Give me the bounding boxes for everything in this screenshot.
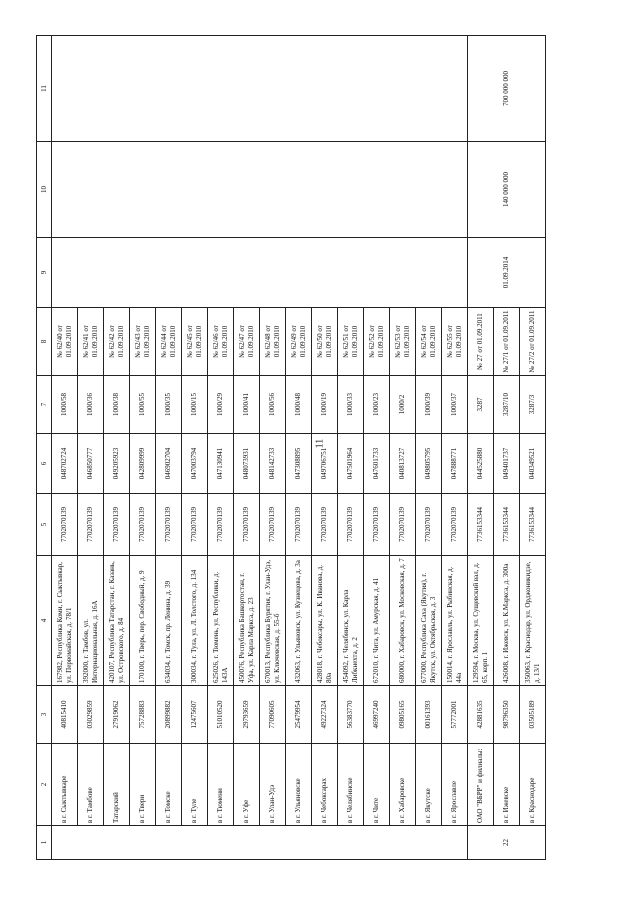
column-number-header: 3: [37, 686, 52, 744]
column-number-header: 8: [37, 308, 52, 376]
okpo-code: 40815410: [52, 686, 78, 744]
okpo-code: 25479954: [286, 686, 312, 744]
column-number-header: 10: [37, 142, 52, 238]
branch-address: 428018, г. Чебоксары, ул. К. Иванова, д. 80а: [312, 556, 338, 686]
inn-code: 7702070139: [416, 494, 442, 556]
registration-number: 1000/38: [104, 376, 130, 434]
branch-name: в г. Ярославле: [442, 744, 468, 826]
registration-number: 1000/39: [416, 376, 442, 434]
registration-number: 1000/29: [208, 376, 234, 434]
document-reference: № 62/45 от 01.09.2010: [182, 308, 208, 376]
document-reference: № 62/53 от 01.09.2010: [390, 308, 416, 376]
inn-code: 7702070139: [286, 494, 312, 556]
registration-number: 3287/10: [494, 376, 520, 434]
inn-code: 7702070139: [52, 494, 78, 556]
bik-code: 040813727: [390, 434, 416, 494]
bik-code: 046902704: [156, 434, 182, 494]
column-number-header: 2: [37, 744, 52, 826]
registration-number: 1000/37: [442, 376, 468, 434]
okpo-code: 49227324: [312, 686, 338, 744]
amount-cell: [52, 142, 468, 238]
branch-name: в г. Челябинске: [338, 744, 364, 826]
date-cell: 01.09.2014: [468, 238, 546, 308]
okpo-code: 03505189: [520, 686, 546, 744]
inn-code: 7702070139: [338, 494, 364, 556]
registration-number: 1000/56: [260, 376, 286, 434]
branch-name: в г. Краснодаре: [520, 744, 546, 826]
document-reference: № 62/52 от 01.09.2010: [364, 308, 390, 376]
branch-name: в г. Твери: [130, 744, 156, 826]
document-reference: № 62/47 от 01.09.2010: [234, 308, 260, 376]
branch-address: 392000, г. Тамбов, ул. Интернациональная, д. 16А: [78, 556, 104, 686]
inn-code: 7702070139: [104, 494, 130, 556]
branch-address: 625026, г. Тюмень, ул. Республики, д. 143А: [208, 556, 234, 686]
bik-code: 048142733: [260, 434, 286, 494]
date-cell: [52, 238, 468, 308]
okpo-code: 20899882: [156, 686, 182, 744]
registration-number: 1000/2: [390, 376, 416, 434]
bik-code: 044525880: [468, 434, 494, 494]
inn-code: 7736153344: [468, 494, 494, 556]
inn-code: 7736153344: [520, 494, 546, 556]
bik-code: 049401737: [494, 434, 520, 494]
registration-number: 1000/33: [338, 376, 364, 434]
table-row: [52, 36, 78, 860]
document-reference: № 62/43 от 01.09.2010: [130, 308, 156, 376]
bik-code: 047003794: [182, 434, 208, 494]
branch-name: в г. Чите: [364, 744, 390, 826]
branch-name: в г. Якутске: [416, 744, 442, 826]
inn-code: 7702070139: [78, 494, 104, 556]
okpo-code: 27919062: [104, 686, 130, 744]
branch-address: 672010, г. Чита, ул. Амурская, д. 41: [364, 556, 390, 686]
registration-number: 1000/23: [364, 376, 390, 434]
okpo-code: 46997240: [364, 686, 390, 744]
amount-cell: 700 000 000: [468, 36, 546, 142]
inn-code: 7702070139: [208, 494, 234, 556]
document-reference: № 62/50 от 01.09.2010: [312, 308, 338, 376]
branch-address: 420107, Республика Татарстан, г. Казань, ул. Островского, д. 84: [104, 556, 130, 686]
okpo-code: 56383770: [338, 686, 364, 744]
inn-code: 7736153344: [494, 494, 520, 556]
registration-number: 1000/35: [156, 376, 182, 434]
bik-code: 048702724: [52, 434, 78, 494]
column-number-header: 7: [37, 376, 52, 434]
document-reference: № 62/48 от 01.09.2010: [260, 308, 286, 376]
registration-number: 1000/15: [182, 376, 208, 434]
branch-address: 677000, Республика Саха (Якутия), г. Якутск, ул. Октябрьская, д. 3: [416, 556, 442, 686]
bik-code: 048073931: [234, 434, 260, 494]
branch-address: 680000, г. Хабаровск, ул. Московская, д. 7: [390, 556, 416, 686]
registration-number: 1000/36: [78, 376, 104, 434]
branch-name: Татарский: [104, 744, 130, 826]
page-number: 11: [314, 438, 326, 449]
branch-address: 350063, г. Краснодар, ул. Орджоникидзе, д. 13/1: [520, 556, 546, 686]
okpo-code: 09805165: [390, 686, 416, 744]
branch-name: ОАО "ВБРР" и филиалы:: [468, 744, 494, 826]
okpo-code: 57772001: [442, 686, 468, 744]
branch-name: в г. Туле: [182, 744, 208, 826]
column-number-header: 11: [37, 36, 52, 142]
document-reference: № 62/54 от 01.09.2010: [416, 308, 442, 376]
okpo-code: 77090605: [260, 686, 286, 744]
okpo-code: 51010520: [208, 686, 234, 744]
okpo-code: 00161393: [416, 686, 442, 744]
bik-code: 046850777: [78, 434, 104, 494]
document-reference: № 62/42 от 01.09.2010: [104, 308, 130, 376]
registration-number: 1000/58: [52, 376, 78, 434]
branch-address: 167982, Республика Коми, г. Сыктывкар, ул. Первомайская, д. 78/1: [52, 556, 78, 686]
bik-code: 047888771: [442, 434, 468, 494]
inn-code: 7702070139: [364, 494, 390, 556]
document-reference: № 62/46 от 01.09.2010: [208, 308, 234, 376]
amount-cell: [52, 36, 468, 142]
amount-cell: 140 000 000: [468, 142, 546, 238]
bik-code: 049205923: [104, 434, 130, 494]
document-reference: № 62/55 от 01.09.2010: [442, 308, 468, 376]
branch-address: 432063, г. Ульяновск, ул. Кузнецова, д. 3а: [286, 556, 312, 686]
column-number-header: 5: [37, 494, 52, 556]
branch-address: 129594, г. Москва, ул. Сущевский вал, д. 65, корп. 1: [468, 556, 494, 686]
okpo-code: 98796350: [494, 686, 520, 744]
registration-number: 1000/48: [286, 376, 312, 434]
okpo-code: 12475607: [182, 686, 208, 744]
registration-number: 1000/41: [234, 376, 260, 434]
table-row: [468, 36, 494, 860]
row-number-cell: [52, 826, 468, 860]
document-reference: № 62/44 от 01.09.2010: [156, 308, 182, 376]
branch-address: 450076, Республика Башкортостан, г. Уфа, ул. Карла Маркса, д. 23: [234, 556, 260, 686]
inn-code: 7702070139: [390, 494, 416, 556]
branch-address: 634034, г. Томск, пр. Ленина, д. 39: [156, 556, 182, 686]
branch-name: в г. Тюмени: [208, 744, 234, 826]
bik-code: 047308895: [286, 434, 312, 494]
row-number-cell: 22: [468, 826, 546, 860]
branch-address: 150014, г. Ярославль, ул. Рыбинская, д. 44а: [442, 556, 468, 686]
document-reference: № 27/2 от 01.09.2011: [520, 308, 546, 376]
branch-name: в г. Томске: [156, 744, 182, 826]
column-number-header: 4: [37, 556, 52, 686]
branch-name: в г. Уфе: [234, 744, 260, 826]
branch-name: в г. Сыктывкаре: [52, 744, 78, 826]
column-number-header: 6: [37, 434, 52, 494]
okpo-code: 03029859: [78, 686, 104, 744]
column-number-row: [37, 36, 52, 860]
document-reference: № 62/51 от 01.09.2010: [338, 308, 364, 376]
bank-branches-table: [36, 35, 546, 860]
document-reference: № 62/49 от 01.09.2010: [286, 308, 312, 376]
rotated-table-page: [36, 36, 609, 860]
branch-address: 426008, г. Ижевск, ул. К.Маркса, д. 300а: [494, 556, 520, 686]
bik-code: 047601733: [364, 434, 390, 494]
inn-code: 7702070139: [234, 494, 260, 556]
registration-number: 3287: [468, 376, 494, 434]
registration-number: 1000/19: [312, 376, 338, 434]
bik-code: 047501964: [338, 434, 364, 494]
inn-code: 7702070139: [260, 494, 286, 556]
okpo-code: 75728883: [130, 686, 156, 744]
inn-code: 7702070139: [442, 494, 468, 556]
branch-name: в г. Чебоксарах: [312, 744, 338, 826]
okpo-code: 29793659: [234, 686, 260, 744]
column-number-header: 1: [37, 826, 52, 860]
document-reference: № 62/41 от 01.09.2010: [78, 308, 104, 376]
branch-name: в г. Ульяновске: [286, 744, 312, 826]
branch-address: 670013, Республика Бурятия, г. Улан-Удэ, ул. Ключевская, д. 55-б: [260, 556, 286, 686]
okpo-code: 42881635: [468, 686, 494, 744]
inn-code: 7702070139: [156, 494, 182, 556]
inn-code: 7702070139: [130, 494, 156, 556]
inn-code: 7702070139: [182, 494, 208, 556]
bik-code: 040349521: [520, 434, 546, 494]
bik-code: 047130941: [208, 434, 234, 494]
branch-name: в г. Ижевске: [494, 744, 520, 826]
branch-name: в г. Тамбове: [78, 744, 104, 826]
branch-name: в г. Улан-Удэ: [260, 744, 286, 826]
registration-number: 3287/3: [520, 376, 546, 434]
bik-code: 042809999: [130, 434, 156, 494]
bik-code: 049706751: [312, 434, 338, 494]
bik-code: 049805795: [416, 434, 442, 494]
branch-address: 170100, г. Тверь, пер. Свободный, д. 9: [130, 556, 156, 686]
branch-address: 454092, г. Челябинск, ул. Карла Либкнехта, д. 2: [338, 556, 364, 686]
column-number-header: 9: [37, 238, 52, 308]
branch-address: 300034, г. Тула, ул. Л. Толстого, д. 134: [182, 556, 208, 686]
inn-code: 7702070139: [312, 494, 338, 556]
document-reference: № 62/40 от 01.09.2010: [52, 308, 78, 376]
document-reference: № 27/1 от 01.09.2011: [494, 308, 520, 376]
document-reference: № 27 от 01.09.2011: [468, 308, 494, 376]
registration-number: 1000/55: [130, 376, 156, 434]
branch-name: в г. Хабаровске: [390, 744, 416, 826]
